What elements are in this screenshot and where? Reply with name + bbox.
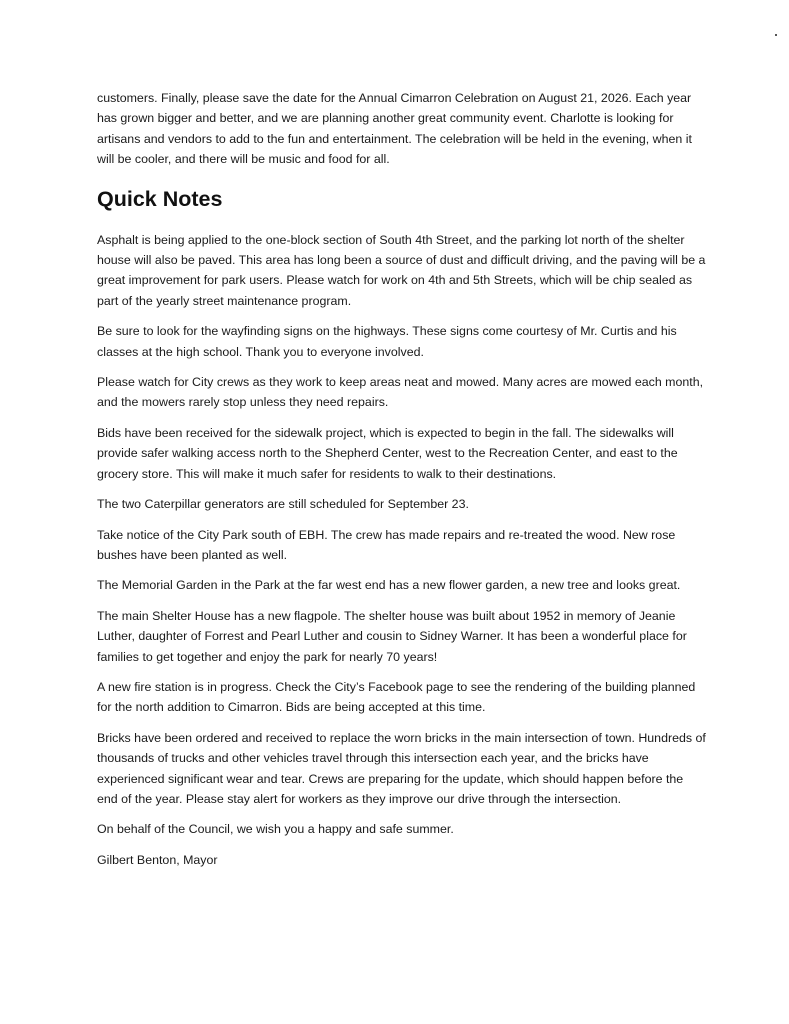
- note-paragraph: The main Shelter House has a new flagpole. The shelter house was built about 1952 in memory of Jeanie Luther, daughter of Forrest and Pearl Luther and cousin to Sidney Warner. It has been a wonderful place for families to get together and enjoy the park for nearly 70 years!: [97, 608, 687, 664]
- note-paragraph: Be sure to look for the wayfinding signs on the highways. These signs come courtesy of Mr. Curtis and his classes at the high school. Thank you to everyone involved.: [97, 324, 677, 359]
- document-body: [97, 88, 707, 870]
- section-heading: Quick Notes: [97, 186, 223, 211]
- closing-paragraph: On behalf of the Council, we wish you a happy and safe summer.: [97, 822, 454, 837]
- note-paragraph: Take notice of the City Park south of EBH. The crew has made repairs and re-treated the wood. New rose bushes have been planted as well.: [97, 527, 676, 562]
- note-paragraph: Asphalt is being applied to the one-block section of South 4th Street, and the parking lot north of the shelter house will also be paved. This area has long been a source of dust and difficult driving, and the paving will be a great improvement for park users. Please watch for work on 4th and 5th Streets, which will be chip sealed as part of the yearly street maintenance program.: [97, 232, 706, 308]
- intro-paragraph: customers. Finally, please save the date for the Annual Cimarron Celebration on August 21, 2026. Each year has grown bigger and better, and we are planning another great community event. Charlotte is looking for artisans and vendors to add to the fun and entertainment. The celebration will be held in the evening, when it will be cooler, and there will be music and food for all.: [97, 91, 692, 167]
- scan-mark: [775, 34, 777, 36]
- note-paragraph: Bids have been received for the sidewalk project, which is expected to begin in the fall. The sidewalks will provide safer walking access north to the Shepherd Center, west to the Recreation Center, and east to the grocery store. This will make it much safer for residents to walk to their destinations.: [97, 425, 678, 481]
- signature: Gilbert Benton, Mayor: [97, 852, 218, 867]
- note-paragraph: A new fire station is in progress. Check the City’s Facebook page to see the rendering of the building planned for the north addition to Cimarron. Bids are being accepted at this time.: [97, 679, 696, 715]
- note-paragraph: The two Caterpillar generators are still scheduled for September 23.: [97, 497, 469, 512]
- note-paragraph: Bricks have been ordered and received to replace the worn bricks in the main intersection of town. Hundreds of thousands of trucks and other vehicles travel through this intersection each year, and the bricks have experienced significant wear and tear. Crews are preparing for the update, which should happen before the end of the year. Please stay alert for workers as they improve our drive through the intersection.: [97, 730, 706, 806]
- note-paragraph: Please watch for City crews as they work to keep areas neat and mowed. Many acres are mowed each month, and the mowers rarely stop unless they need repairs.: [97, 375, 704, 410]
- note-paragraph: The Memorial Garden in the Park at the far west end has a new flower garden, a new tree and looks great.: [97, 578, 681, 593]
